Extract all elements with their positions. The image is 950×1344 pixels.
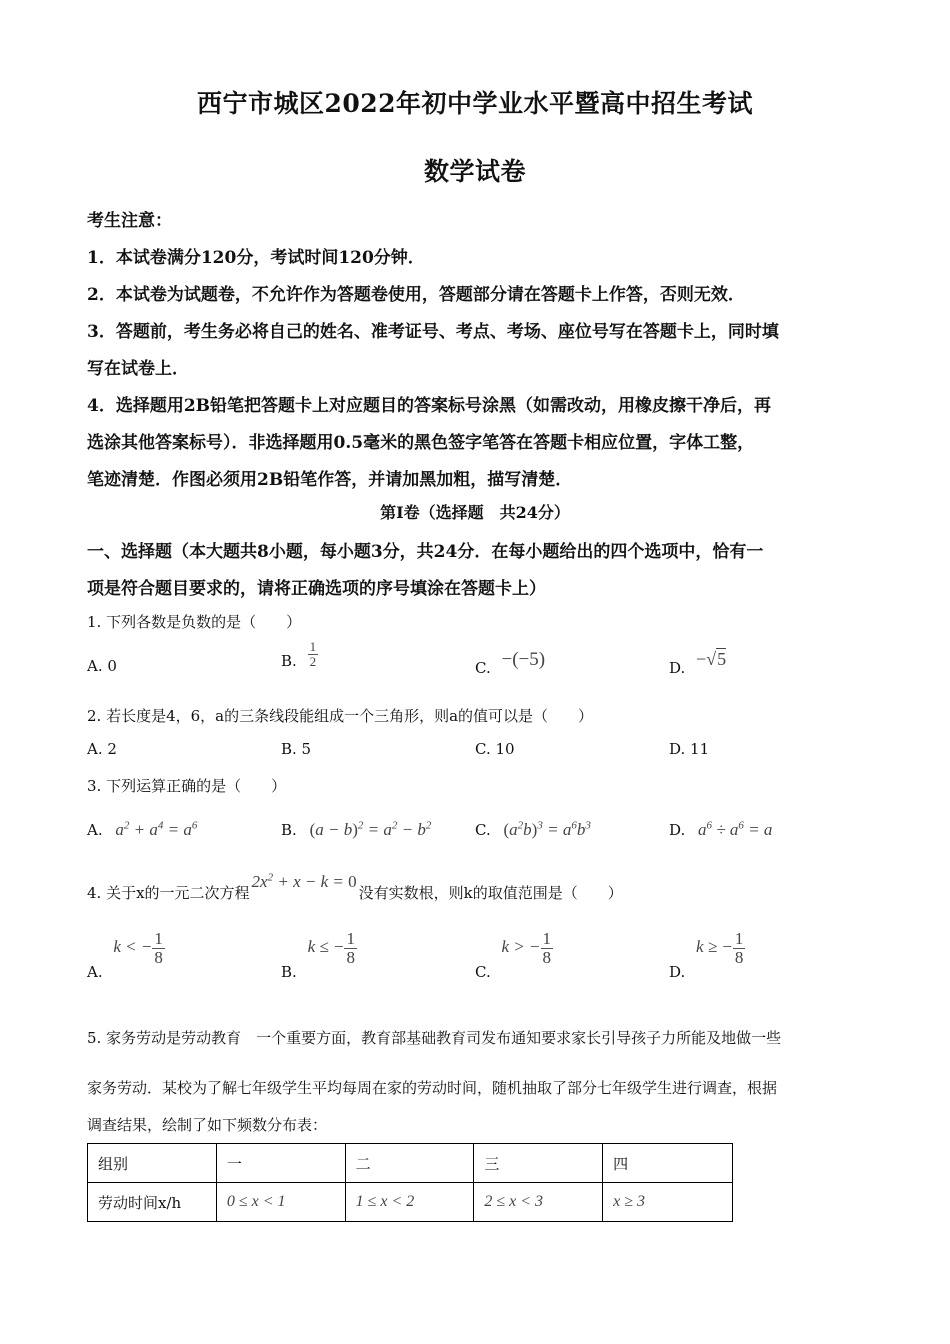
q4-option-c-fraction xyxy=(541,930,554,967)
q4-option-b-label: B. xyxy=(281,963,297,982)
section-instructions: 一、选择题（本大题共8小题，每小题3分，共24分．在每小题给出的四个选项中，恰有一 xyxy=(87,542,764,562)
q1-option-d xyxy=(669,649,727,677)
table-cell: 三 xyxy=(474,1144,603,1183)
table-cell: 1 ≤ x < 2 xyxy=(345,1183,474,1222)
question-5-line-1: 5. 家务劳动是劳动教育 一个重要方面，教育部基础教育司发布通知要求家长引导孩子力所能及地做一些 xyxy=(87,1029,782,1047)
q4-equation: $2x^2 + x - k = 0$ xyxy=(251,871,357,891)
q4-option-a-relation: k < − xyxy=(113,937,153,957)
q4-b-denominator: 8 xyxy=(346,947,355,967)
q4-option-d-relation: k ≥ − xyxy=(696,937,733,957)
q4-stem-pre: 4. 关于x的一元二次方程 xyxy=(87,884,250,902)
q1-option-b-label: B. xyxy=(281,652,297,671)
q1-b-numerator: 1 xyxy=(309,639,317,654)
table-cell: 四 xyxy=(603,1144,733,1183)
q3-option-c-label: C. xyxy=(475,821,491,839)
q4-option-d-label: D. xyxy=(669,963,686,982)
q3-option-c-expr: $(a^2b)^3 = a^6b^3$ xyxy=(503,819,591,839)
q1-option-c xyxy=(475,649,546,677)
q3-option-a-label: A. xyxy=(87,821,103,839)
q4-option-a xyxy=(87,929,165,982)
section-instructions-cont: 项是符合题目要求的，请将正确选项的序号填涂在答题卡上） xyxy=(87,579,546,599)
q4-option-a-fraction xyxy=(152,930,165,967)
table-cell: 一 xyxy=(216,1144,345,1183)
q3-option-b-expr: $(a - b)^2 = a^2 - b^2$ xyxy=(309,819,432,839)
table-cell: 二 xyxy=(345,1144,474,1183)
question-4-stem xyxy=(87,871,623,902)
notice-item-3: 3．答题前，考生务必将自己的姓名、准考证号、考点、考场、座位号写在答题卡上，同时填 xyxy=(87,322,779,342)
part-one-title: 第I卷（选择题 共24分） xyxy=(380,503,570,522)
q4-a-numerator: 1 xyxy=(154,929,163,948)
notice-item-1: 1．本试卷满分120分，考试时间120分钟． xyxy=(87,248,425,268)
exam-title: 西宁市城区2022年初中学业水平暨高中招生考试 xyxy=(196,89,754,118)
q4-option-d xyxy=(669,929,745,982)
q3-option-d-expr: $a^6 \div a^6 = a$ xyxy=(698,819,773,839)
question-5-line-2: 家务劳动．某校为了解七年级学生平均每周在家的劳动时间，随机抽取了部分七年级学生进行调查，根据 xyxy=(87,1079,778,1097)
q2-option-b: B. 5 xyxy=(281,740,312,758)
q4-c-denominator: 8 xyxy=(542,947,551,967)
notice-item-4-cont: 选涂其他答案标号）．非选择题用0.5毫米的黑色签字笔答在答题卡相应位置，字体工整， xyxy=(87,433,755,453)
q2-option-a: A. 2 xyxy=(87,740,117,758)
table-cell: 2 ≤ x < 3 xyxy=(474,1183,603,1222)
q4-d-numerator: 1 xyxy=(734,929,744,948)
q4-option-b-relation: k ≤ − xyxy=(307,937,345,957)
table-cell: 劳动时间x/h xyxy=(88,1183,217,1222)
table-cell: 0 ≤ x < 1 xyxy=(216,1183,345,1222)
question-2-stem: 2. 若长度是4，6，a的三条线段能组成一个三角形，则a的值可以是（ ） xyxy=(87,707,594,725)
q4-option-c-label: C. xyxy=(475,963,491,982)
q3-option-d xyxy=(669,820,772,840)
exam-subtitle: 数学试卷 xyxy=(423,157,526,186)
q1-option-a-value: 0 xyxy=(107,657,117,675)
q4-option-c-relation: k > − xyxy=(501,937,541,957)
notice-item-4-end: 笔迹清楚．作图必须用2B铅笔作答，并请加黑加粗，描写清楚． xyxy=(87,470,573,490)
q3-option-a-expr: $a^2 + a^4 = a^6$ xyxy=(115,819,198,839)
q3-option-b-label: B. xyxy=(281,821,297,839)
q4-b-numerator: 1 xyxy=(346,929,355,948)
q1-option-a-label: A. xyxy=(87,657,103,675)
notice-item-3-cont: 写在试卷上． xyxy=(87,359,189,379)
q4-option-b-fraction xyxy=(344,930,357,967)
q2-option-d: D. 11 xyxy=(669,740,710,758)
q3-option-a xyxy=(87,820,197,840)
q1-option-d-expr: −√5 xyxy=(696,649,727,669)
notice-heading: 考生注意： xyxy=(87,211,172,231)
q4-d-denominator: 8 xyxy=(734,947,744,967)
question-1-stem: 1. 下列各数是负数的是（ ） xyxy=(87,613,302,631)
q4-stem-post: 没有实数根，则k的取值范围是（ ） xyxy=(358,884,623,902)
question-5-line-3: 调查结果，绘制了如下频数分布表： xyxy=(87,1116,328,1134)
table-cell: 组别 xyxy=(88,1144,217,1183)
question-3-stem: 3. 下列运算正确的是（ ） xyxy=(87,777,287,795)
table-row xyxy=(88,1183,733,1222)
q3-option-c xyxy=(475,820,591,840)
table-row xyxy=(88,1144,733,1183)
notice-item-2: 2．本试卷为试题卷，不允许作为答题卷使用，答题部分请在答题卡上作答，否则无效． xyxy=(87,285,745,305)
q1-option-d-label: D. xyxy=(669,659,686,677)
q1-b-denominator: 2 xyxy=(309,653,317,669)
q3-option-d-label: D. xyxy=(669,821,686,839)
q2-option-c: C. 10 xyxy=(475,740,515,758)
q1-d-radicand: 5 xyxy=(717,649,727,669)
q3-option-b xyxy=(281,820,431,840)
frequency-table xyxy=(87,1143,733,1222)
q1-option-a xyxy=(87,657,117,675)
q4-option-c xyxy=(475,929,553,982)
q4-option-a-label: A. xyxy=(87,963,103,982)
q4-option-b xyxy=(281,929,357,982)
q1-option-b-fraction xyxy=(308,640,319,668)
q1-option-b xyxy=(281,639,318,671)
notice-item-4: 4．选择题用2B铅笔把答题卡上对应题目的答案标号涂黑（如需改动，用橡皮擦干净后，再 xyxy=(87,396,772,416)
table-cell: x ≥ 3 xyxy=(603,1183,733,1222)
q1-option-c-label: C. xyxy=(475,659,491,677)
q4-c-numerator: 1 xyxy=(542,929,551,948)
q4-a-denominator: 8 xyxy=(154,947,163,967)
q1-option-c-expr: −(−5) xyxy=(501,649,546,670)
q4-option-d-fraction xyxy=(733,930,746,967)
q1-d-sign: − xyxy=(696,649,707,669)
